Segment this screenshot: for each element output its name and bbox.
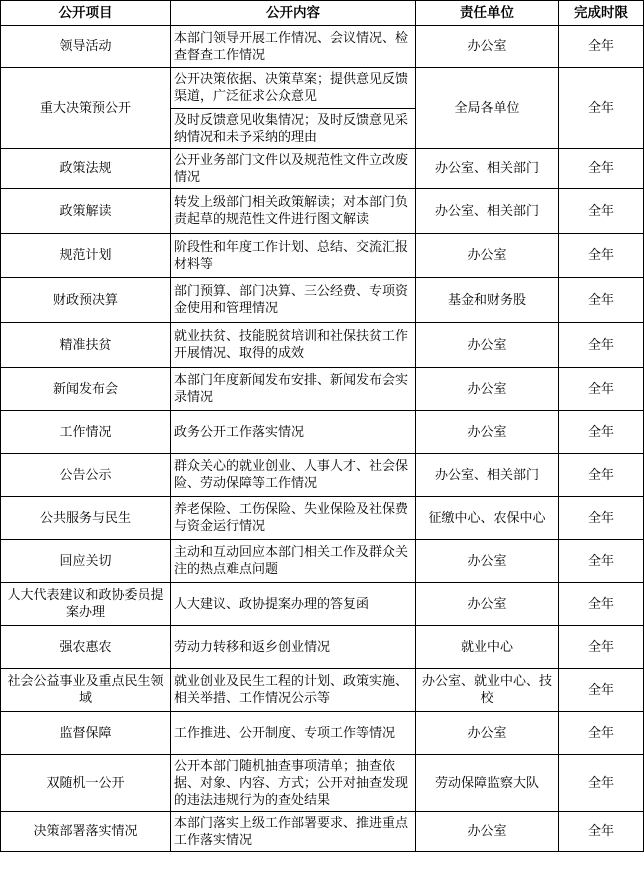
item-cell: 公共服务与民生	[1, 497, 171, 540]
deadline-cell: 全年	[559, 323, 644, 368]
deadline-cell: 全年	[559, 278, 644, 323]
item-cell: 社会公益事业及重点民生领域	[1, 669, 171, 712]
deadline-cell: 全年	[559, 189, 644, 234]
item-cell: 监督保障	[1, 712, 171, 755]
deadline-cell: 全年	[559, 669, 644, 712]
table-row	[1, 26, 644, 68]
unit-cell: 办公室	[416, 411, 559, 454]
deadline-cell: 全年	[559, 149, 644, 189]
table-row	[1, 323, 644, 368]
item-cell: 双随机一公开	[1, 755, 171, 812]
table-row	[1, 189, 644, 234]
item-cell: 强农惠农	[1, 626, 171, 669]
deadline-cell: 全年	[559, 68, 644, 149]
content-cell: 人大建议、政协提案办理的答复函	[171, 583, 416, 626]
item-cell: 政策法规	[1, 149, 171, 189]
unit-cell: 办公室	[416, 540, 559, 583]
table-row	[1, 669, 644, 712]
table-row	[1, 234, 644, 278]
content-cell: 本部门年度新闻发布安排、新闻发布会实录情况	[171, 368, 416, 411]
content-cell: 就业创业及民生工程的计划、政策实施、相关举措、工作情况公示等	[171, 669, 416, 712]
content-cell: 主动和互动回应本部门相关工作及群众关注的热点难点问题	[171, 540, 416, 583]
item-cell: 领导活动	[1, 26, 171, 68]
item-cell: 财政预决算	[1, 278, 171, 323]
content-cell: 政务公开工作落实情况	[171, 411, 416, 454]
content-cell: 养老保险、工伤保险、失业保险及社保费与资金运行情况	[171, 497, 416, 540]
content-cell: 群众关心的就业创业、人事人才、社会保险、劳动保障等工作情况	[171, 454, 416, 497]
deadline-cell: 全年	[559, 368, 644, 411]
unit-cell: 办公室、相关部门	[416, 189, 559, 234]
content-cell: 公开业务部门文件以及规范性文件立改废情况	[171, 149, 416, 189]
header-item: 公开项目	[1, 1, 171, 26]
deadline-cell: 全年	[559, 626, 644, 669]
content-cell: 就业扶贫、技能脱贫培训和社保扶贫工作开展情况、取得的成效	[171, 323, 416, 368]
content-cell: 工作推进、公开制度、专项工作等情况	[171, 712, 416, 755]
unit-cell: 办公室	[416, 323, 559, 368]
unit-cell: 基金和财务股	[416, 278, 559, 323]
unit-cell: 就业中心	[416, 626, 559, 669]
content-cell: 公开决策依据、决策草案；提供意见反馈渠道，广泛征求公众意见	[171, 68, 416, 109]
item-cell: 政策解读	[1, 189, 171, 234]
item-cell: 新闻发布会	[1, 368, 171, 411]
content-cell: 劳动力转移和返乡创业情况	[171, 626, 416, 669]
table-row	[1, 454, 644, 497]
deadline-cell: 全年	[559, 712, 644, 755]
table-row	[1, 68, 644, 109]
item-cell: 重大决策预公开	[1, 68, 171, 149]
content-cell: 本部门落实上级工作部署要求、推进重点工作落实情况	[171, 812, 416, 852]
deadline-cell: 全年	[559, 234, 644, 278]
table-row	[1, 626, 644, 669]
unit-cell: 办公室	[416, 712, 559, 755]
item-cell: 工作情况	[1, 411, 171, 454]
unit-cell: 办公室、相关部门	[416, 454, 559, 497]
unit-cell: 办公室	[416, 812, 559, 852]
item-cell: 精准扶贫	[1, 323, 171, 368]
content-cell: 部门预算、部门决算、三公经费、专项资金使用和管理情况	[171, 278, 416, 323]
unit-cell: 办公室	[416, 583, 559, 626]
item-cell: 公告公示	[1, 454, 171, 497]
header-unit: 责任单位	[416, 1, 559, 26]
unit-cell: 办公室	[416, 26, 559, 68]
deadline-cell: 全年	[559, 812, 644, 852]
deadline-cell: 全年	[559, 411, 644, 454]
content-cell: 及时反馈意见收集情况；及时反馈意见采纳情况和未予采纳的理由	[171, 109, 416, 149]
unit-cell: 办公室、相关部门	[416, 149, 559, 189]
item-cell: 规范计划	[1, 234, 171, 278]
table-header-row	[1, 1, 644, 26]
item-cell: 人大代表建议和政协委员提案办理	[1, 583, 171, 626]
table-row	[1, 368, 644, 411]
item-cell: 决策部署落实情况	[1, 812, 171, 852]
content-cell: 转发上级部门相关政策解读；对本部门负责起草的规范性文件进行图文解读	[171, 189, 416, 234]
deadline-cell: 全年	[559, 755, 644, 812]
content-cell: 本部门领导开展工作情况、会议情况、检查督查工作情况	[171, 26, 416, 68]
unit-cell: 办公室	[416, 368, 559, 411]
deadline-cell: 全年	[559, 497, 644, 540]
table-row	[1, 278, 644, 323]
table-row	[1, 411, 644, 454]
content-cell: 公开本部门随机抽查事项清单；抽查依据、对象、内容、方式；公开对抽查发现的违法违规行为的查处结果	[171, 755, 416, 812]
table-row	[1, 583, 644, 626]
header-deadline: 完成时限	[559, 1, 644, 26]
unit-cell: 办公室	[416, 234, 559, 278]
content-cell: 阶段性和年度工作计划、总结、交流汇报材料等	[171, 234, 416, 278]
table-row	[1, 540, 644, 583]
table-row	[1, 497, 644, 540]
item-cell: 回应关切	[1, 540, 171, 583]
table-row	[1, 712, 644, 755]
deadline-cell: 全年	[559, 583, 644, 626]
unit-cell: 办公室、就业中心、技校	[416, 669, 559, 712]
table-row	[1, 812, 644, 852]
deadline-cell: 全年	[559, 454, 644, 497]
table-row	[1, 755, 644, 812]
deadline-cell: 全年	[559, 540, 644, 583]
unit-cell: 全局各单位	[416, 68, 559, 149]
unit-cell: 劳动保障监察大队	[416, 755, 559, 812]
header-content: 公开内容	[171, 1, 416, 26]
deadline-cell: 全年	[559, 26, 644, 68]
table-row	[1, 149, 644, 189]
unit-cell: 征缴中心、农保中心	[416, 497, 559, 540]
